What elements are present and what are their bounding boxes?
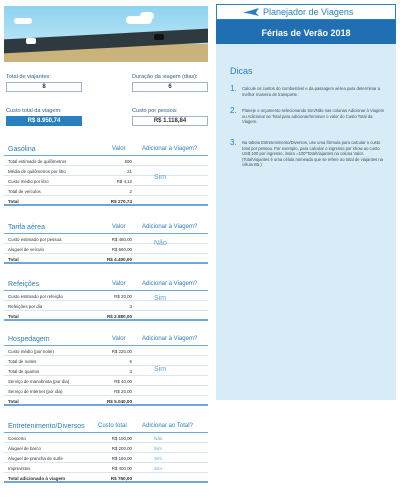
total-row: Total R$ 4.400,00 — [4, 254, 208, 264]
duration-field[interactable]: 6 — [132, 82, 208, 92]
entretenimento-table: Entretenimento/Diversos Custo total Adicionar ao Total? Concerto R$ 100,00 Não Aluguel de barco R$ 200,00 Sim Aluguel de prancha de surfe R$ 160,00 Sim Imprevistos R$ 400,00 Sim Total adicionado à viagem R$ 760,00 — [4, 421, 208, 483]
tip-number: 3. — [230, 138, 237, 147]
gasolina-title: Gasolina — [8, 146, 36, 153]
adicionar-header: Adicionar à Viagem? — [142, 146, 198, 152]
table-row: Refeições por dia 3 — [4, 301, 208, 311]
total-row: Total R$ 5.040,00 — [4, 396, 208, 406]
tips-panel — [212, 0, 400, 500]
table-row: Aluguel de prancha de surfe R$ 160,00 Sim — [4, 453, 208, 463]
tarifa-table: Tarifa aérea Valor Adicionar à Viagem? Custo estimado por pessoa R$ 480,00 Aluguel de veículo R$ 560,00 Total R$ 4.400,00 Não — [4, 222, 208, 264]
brand-banner — [216, 4, 396, 20]
table-row: Concerto R$ 100,00 Não — [4, 433, 208, 443]
airplane-icon — [243, 8, 259, 16]
car-icon — [26, 38, 36, 44]
tips-box — [216, 44, 396, 400]
tip-text: Na tabela Entretenimento/Diversos, use uma fórmula para calcular o custo total por pessoa. Por exemplo, para calcular o ingresso por show ao custo US$ 100 por ingresso, insira =100*TotalViajantes na coluna Valor. (TotalViajantes é uma célula nomeada que se refere ao total de viajantes na célula B5.) — [242, 140, 383, 167]
duration-label: Duração da viagem (dias): — [132, 74, 198, 80]
gasolina-table — [4, 144, 208, 206]
refeicoes-title: Refeições — [8, 281, 40, 288]
table-row: Custo médio (por noite) R$ 220,00 — [4, 346, 208, 356]
page-subtitle: Férias de Verão 2018 — [261, 28, 351, 38]
tarifa-add-select[interactable]: Não — [154, 240, 167, 247]
per-person-value: R$ 1.118,84 — [132, 116, 208, 126]
gasolina-add-select[interactable]: Sim — [154, 174, 167, 181]
car-icon — [154, 34, 164, 40]
table-row: Média de quilômetros por litro 21 — [4, 166, 208, 176]
refeicoes-table: Refeições Valor Adicionar à Viagem? Custo estimado por refeição R$ 20,00 Refeições por dia 3 Total R$ 2.880,00 Sim — [4, 279, 208, 321]
tarifa-title: Tarifa aérea — [8, 224, 45, 231]
table-row: Total de veículos 2 — [4, 186, 208, 196]
total-row: Total R$ 2.880,00 — [4, 311, 208, 321]
entretenimento-title: Entretenimento/Diversos — [8, 423, 85, 430]
table-row: Total de noites 6 — [4, 356, 208, 366]
hospedagem-add-select[interactable]: Sim — [154, 366, 167, 373]
table-row: Aluguel de barco R$ 200,00 Sim — [4, 443, 208, 453]
valor-header: Valor — [112, 146, 126, 152]
tip-number: 1. — [230, 84, 237, 93]
road-trip-illustration — [4, 6, 208, 62]
total-row: Total adicionado à viagem R$ 760,00 — [4, 473, 208, 483]
travelers-field[interactable]: 8 — [6, 82, 82, 92]
total-cost-value: R$ 8.950,74 — [6, 116, 82, 126]
per-person-label: Custo por pessoa: — [132, 108, 178, 114]
tip-text: Calcule os custos do combustível e da passagem aérea para determinar a melhor maneira de transporte. — [242, 86, 381, 97]
tip-text: Planeje o orçamento selecionando Sim/Não nas colunas Adicionar à Viagem ou Adicionar ao Total para adicionar/remover o valor do Custo Total da Viagem. — [242, 108, 385, 124]
table-row: Serviço de manobrista (por dia) R$ 40,00 — [4, 376, 208, 386]
total-cost-label: Custo total da viagem: — [6, 108, 62, 114]
table-row: Aluguel de veículo R$ 560,00 — [4, 244, 208, 254]
brand-title: Planejador de Viagens — [263, 7, 354, 17]
table-row: Custo estimado por refeição R$ 20,00 — [4, 291, 208, 301]
table-row: Total de quartos 3 — [4, 366, 208, 376]
travelers-label: Total de viajantes: — [6, 74, 51, 80]
hospedagem-table: Hospedagem Valor Adicionar à Viagem? Custo médio (por noite) R$ 220,00 Total de noites 6 Total de quartos 3 Serviço de manobrista (por dia) R$ 40,00 Serviço de Internet (por dia) R$ 20,00 Total R$ 5.040,00 Sim — [4, 334, 208, 406]
tip-number: 2. — [230, 106, 237, 115]
total-row: Total R$ 270,74 — [4, 196, 208, 206]
table-row: Imprevistos R$ 400,00 Sim — [4, 463, 208, 473]
hospedagem-title: Hospedagem — [8, 336, 50, 343]
table-row: Custo estimado por pessoa R$ 480,00 — [4, 234, 208, 244]
refeicoes-add-select[interactable]: Sim — [154, 295, 167, 302]
subtitle-bar — [216, 20, 396, 44]
table-row: Custo médio por litro R$ 4,12 — [4, 176, 208, 186]
tips-title: Dicas — [230, 66, 253, 76]
table-row: Serviço de Internet (por dia) R$ 20,00 — [4, 386, 208, 396]
table-row: Total estimado de quilômetros 690 — [4, 156, 208, 166]
